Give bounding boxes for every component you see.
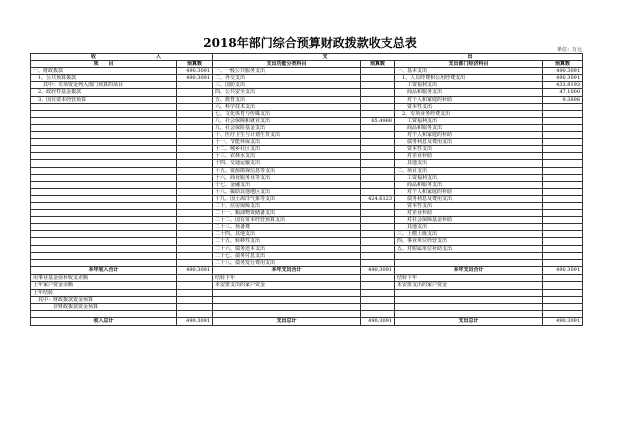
func-value xyxy=(361,153,395,160)
grand-total-income-label: 收入总计 xyxy=(31,317,177,326)
econ-item: 债务利息及费用支出 xyxy=(395,139,543,146)
income-value xyxy=(177,296,213,303)
econ-item: 结转下年 xyxy=(395,275,543,282)
income-value xyxy=(177,160,213,167)
table-row xyxy=(31,210,583,217)
func-item: 十、医疗卫生与计划生育支出 xyxy=(213,132,361,139)
income-item: 上年结转 xyxy=(31,289,177,296)
year-total-row xyxy=(31,266,583,275)
income-value xyxy=(177,245,213,252)
func-value xyxy=(361,202,395,209)
func-value xyxy=(361,245,395,252)
income-value xyxy=(177,224,213,231)
func-item: 结转下年 xyxy=(213,275,361,282)
func-value xyxy=(361,89,395,96)
econ-item xyxy=(395,289,543,296)
econ-item: 三、上缴上级支出 xyxy=(395,231,543,238)
year-total-func-label: 本年支出合计 xyxy=(213,266,361,275)
func-value xyxy=(361,238,395,245)
income-value xyxy=(177,153,213,160)
func-value xyxy=(361,68,395,75)
econ-value xyxy=(543,153,583,160)
func-value xyxy=(361,103,395,110)
page-title: 2018年部门综合预算财政拨款收支总表 xyxy=(203,36,417,50)
income-item xyxy=(31,117,177,124)
econ-item xyxy=(395,310,543,317)
table-row xyxy=(31,160,583,167)
grand-total-func-label: 支出总计 xyxy=(213,317,361,326)
econ-value xyxy=(543,224,583,231)
func-value: 424.6123 xyxy=(361,195,395,202)
func-item: 二十四、其他支出 xyxy=(213,231,361,238)
table-row xyxy=(31,153,583,160)
func-item: 五、教育支出 xyxy=(213,96,361,103)
table-row xyxy=(31,75,583,82)
table-row xyxy=(31,303,583,310)
income-item: 3、国有资本经营预算 xyxy=(31,96,177,103)
income-value xyxy=(177,310,213,317)
table-row xyxy=(31,174,583,181)
econ-value xyxy=(543,238,583,245)
econ-value xyxy=(543,103,583,110)
func-value xyxy=(361,110,395,117)
econ-item xyxy=(395,296,543,303)
table-row xyxy=(31,181,583,188)
table-row xyxy=(31,238,583,245)
income-item xyxy=(31,139,177,146)
econ-value xyxy=(543,282,583,289)
income-item xyxy=(31,181,177,188)
func-item: 二十七、债务付息支出 xyxy=(213,252,361,259)
income-value xyxy=(177,210,213,217)
income-item xyxy=(31,231,177,238)
func-item: 二十一、粮油物资储备支出 xyxy=(213,210,361,217)
econ-item: 四、事业单位经营支出 xyxy=(395,238,543,245)
income-item: 其中：专项资金列入部门预算的项目 xyxy=(31,82,177,89)
table-row xyxy=(31,96,583,103)
income-item xyxy=(31,153,177,160)
income-value xyxy=(177,282,213,289)
func-item: 七、文化体育与传媒支出 xyxy=(213,110,361,117)
econ-value xyxy=(543,259,583,266)
econ-value: 9.3898 xyxy=(543,96,583,103)
func-item xyxy=(213,289,361,296)
func-value xyxy=(361,303,395,310)
income-value xyxy=(177,117,213,124)
econ-item: 对企业补助 xyxy=(395,153,543,160)
income-item: 非财政拨款资金预算 xyxy=(31,303,177,310)
income-value xyxy=(177,252,213,259)
econ-value: 47.1000 xyxy=(543,89,583,96)
income-value xyxy=(177,238,213,245)
econ-value xyxy=(543,210,583,217)
econ-item: 五、对附属单位补助支出 xyxy=(395,245,543,252)
econ-value xyxy=(543,231,583,238)
income-value xyxy=(177,146,213,153)
income-item xyxy=(31,252,177,259)
table-row xyxy=(31,195,583,202)
table-row xyxy=(31,289,583,296)
table-row xyxy=(31,132,583,139)
econ-item: 债务利息及费用支出 xyxy=(395,195,543,202)
func-value xyxy=(361,296,395,303)
func-item: 二十六、债务还本支出 xyxy=(213,245,361,252)
func-value xyxy=(361,275,395,282)
econ-item: 二、项目支出 xyxy=(395,167,543,174)
econ-value xyxy=(543,110,583,117)
econ-value xyxy=(543,117,583,124)
econ-item: 资本性支出 xyxy=(395,103,543,110)
table-row xyxy=(31,224,583,231)
econ-item xyxy=(395,303,543,310)
income-item xyxy=(31,103,177,110)
grand-total-func-value: 490.3091 xyxy=(361,317,395,326)
year-total-income-value: 490.3091 xyxy=(177,266,213,275)
income-value xyxy=(177,259,213,266)
econ-item: 工资福利支出 xyxy=(395,82,543,89)
econ-value xyxy=(543,174,583,181)
econ-value xyxy=(543,296,583,303)
func-item: 十七、金融支出 xyxy=(213,181,361,188)
year-total-econ-value: 490.3091 xyxy=(543,266,583,275)
year-total-func-value: 490.3091 xyxy=(361,266,395,275)
func-item: 十九、国土海洋气象等支出 xyxy=(213,195,361,202)
func-item: 六、科学技术支出 xyxy=(213,103,361,110)
econ-value: 490.3091 xyxy=(543,68,583,75)
func-value xyxy=(361,188,395,195)
income-value xyxy=(177,195,213,202)
econ-value xyxy=(543,139,583,146)
econ-value xyxy=(543,245,583,252)
lower-body xyxy=(31,275,583,318)
income-value xyxy=(177,139,213,146)
income-item: 上年家户资金余额 xyxy=(31,282,177,289)
col-header-budget3: 预算数 xyxy=(543,61,583,68)
income-item xyxy=(31,160,177,167)
func-item: 二十二、国有资本经营预算支出 xyxy=(213,217,361,224)
func-value xyxy=(361,167,395,174)
income-item xyxy=(31,202,177,209)
col-header-econ: 支出部门经济科目 xyxy=(395,61,543,68)
income-value xyxy=(177,82,213,89)
func-item: 十二、城乡社区支出 xyxy=(213,146,361,153)
func-value: 65.4968 xyxy=(361,117,395,124)
col-header-budget: 预算数 xyxy=(177,61,213,68)
table-row xyxy=(31,82,583,89)
func-value xyxy=(361,231,395,238)
func-value xyxy=(361,181,395,188)
econ-value: 433.8193 xyxy=(543,82,583,89)
table-row xyxy=(31,245,583,252)
table-body xyxy=(31,68,583,267)
income-item xyxy=(31,238,177,245)
income-value xyxy=(177,275,213,282)
econ-value xyxy=(543,217,583,224)
income-item: 1、公共预算拨款 xyxy=(31,75,177,82)
table-row xyxy=(31,139,583,146)
econ-item: 资本性支出 xyxy=(395,146,543,153)
func-item: 十五、资源勘探信息等支出 xyxy=(213,167,361,174)
func-value xyxy=(361,217,395,224)
func-value xyxy=(361,174,395,181)
func-value xyxy=(361,259,395,266)
income-item: 用事业基金弥补收支差额 xyxy=(31,275,177,282)
econ-value xyxy=(543,132,583,139)
table-row xyxy=(31,167,583,174)
func-item: 二十八、债务发行费用支出 xyxy=(213,259,361,266)
func-item: 二十、住房保障支出 xyxy=(213,202,361,209)
func-item: 十三、农林水支出 xyxy=(213,153,361,160)
table-row xyxy=(31,110,583,117)
column-header-row xyxy=(31,61,583,68)
table-row xyxy=(31,259,583,266)
income-item: 2、政府性基金拨款 xyxy=(31,89,177,96)
income-item xyxy=(31,259,177,266)
econ-value xyxy=(543,160,583,167)
grand-total-income-value: 490.3091 xyxy=(177,317,213,326)
income-value xyxy=(177,217,213,224)
table-row xyxy=(31,188,583,195)
econ-item: 一、基本支出 xyxy=(395,68,543,75)
grand-total-row xyxy=(31,317,583,326)
income-value xyxy=(177,167,213,174)
func-item: 二、外交支出 xyxy=(213,75,361,82)
income-item xyxy=(31,224,177,231)
econ-value xyxy=(543,167,583,174)
func-item: 三、国防支出 xyxy=(213,82,361,89)
table-row xyxy=(31,146,583,153)
table-row xyxy=(31,68,583,75)
table-row xyxy=(31,89,583,96)
table-row xyxy=(31,310,583,317)
income-value xyxy=(177,202,213,209)
func-value xyxy=(361,82,395,89)
table-row xyxy=(31,231,583,238)
income-value xyxy=(177,103,213,110)
econ-value xyxy=(543,303,583,310)
income-value xyxy=(177,110,213,117)
income-value xyxy=(177,96,213,103)
func-item: 十一、节能环保支出 xyxy=(213,139,361,146)
income-item xyxy=(31,195,177,202)
econ-item: 对社会保障基金补助 xyxy=(395,217,543,224)
col-header-func: 支出功能分类科目 xyxy=(213,61,361,68)
func-value xyxy=(361,96,395,103)
income-item: 其中：财政拨款资金预算 xyxy=(31,296,177,303)
income-item xyxy=(31,174,177,181)
income-item: 一、财政拨款 xyxy=(31,68,177,75)
econ-item: 对个人和家庭的补助 xyxy=(395,188,543,195)
func-value xyxy=(361,132,395,139)
econ-item: 商品和服务支出 xyxy=(395,124,543,131)
func-value xyxy=(361,310,395,317)
income-item xyxy=(31,167,177,174)
econ-value: 490.3091 xyxy=(543,75,583,82)
income-value xyxy=(177,303,213,310)
section-header-row xyxy=(31,54,583,61)
func-value xyxy=(361,289,395,296)
econ-value xyxy=(543,146,583,153)
table-row xyxy=(31,217,583,224)
econ-value xyxy=(543,289,583,296)
income-section-header: 收 入 xyxy=(31,54,213,61)
table-row xyxy=(31,275,583,282)
year-total-income-label: 本年收入合计 xyxy=(31,266,177,275)
year-total-econ-label: 本年支出合计 xyxy=(395,266,543,275)
income-value xyxy=(177,188,213,195)
income-value: 490.3091 xyxy=(177,75,213,82)
econ-item: 2、专项业务经费支出 xyxy=(395,110,543,117)
func-item: 十八、援助其他地区支出 xyxy=(213,188,361,195)
econ-value xyxy=(543,181,583,188)
econ-item: 1、人员经费和公用经费支出 xyxy=(395,75,543,82)
budget-table xyxy=(30,53,583,326)
econ-item: 资本性支出 xyxy=(395,202,543,209)
table-row xyxy=(31,282,583,289)
table-row xyxy=(31,252,583,259)
func-item: 一、一般公共服务支出 xyxy=(213,68,361,75)
col-header-budget2: 预算数 xyxy=(361,61,395,68)
income-item xyxy=(31,245,177,252)
income-item xyxy=(31,124,177,131)
unit-label: 单位：万元 xyxy=(556,47,582,53)
income-item xyxy=(31,310,177,317)
func-item xyxy=(213,296,361,303)
expense-section-header: 支 出 xyxy=(213,54,583,61)
econ-item: 其他支出 xyxy=(395,160,543,167)
func-value xyxy=(361,252,395,259)
income-value xyxy=(177,132,213,139)
func-value xyxy=(361,75,395,82)
income-value xyxy=(177,174,213,181)
func-value xyxy=(361,224,395,231)
econ-item: 其他支出 xyxy=(395,224,543,231)
income-value xyxy=(177,231,213,238)
income-item xyxy=(31,132,177,139)
grand-total-econ-label: 支出总计 xyxy=(395,317,543,326)
func-item: 十四、交通运输支出 xyxy=(213,160,361,167)
econ-item: 对个人和家庭的补助 xyxy=(395,132,543,139)
econ-item: 工资福利支出 xyxy=(395,117,543,124)
table-row xyxy=(31,103,583,110)
func-value xyxy=(361,139,395,146)
econ-item: 对个人和家庭的补助 xyxy=(395,96,543,103)
econ-item: 未安排支出的家户资金 xyxy=(395,282,543,289)
table-row xyxy=(31,124,583,131)
income-item xyxy=(31,210,177,217)
func-item: 二十三、预备费 xyxy=(213,224,361,231)
func-item: 九、社会保险基金支出 xyxy=(213,124,361,131)
econ-value xyxy=(543,124,583,131)
func-item: 四、公共安全支出 xyxy=(213,89,361,96)
econ-item: 商品和服务支出 xyxy=(395,181,543,188)
income-value: 490.3091 xyxy=(177,68,213,75)
income-value xyxy=(177,181,213,188)
income-item xyxy=(31,188,177,195)
income-item xyxy=(31,146,177,153)
table-row xyxy=(31,296,583,303)
econ-value xyxy=(543,252,583,259)
func-value xyxy=(361,124,395,131)
econ-value xyxy=(543,310,583,317)
table-row xyxy=(31,202,583,209)
func-value xyxy=(361,160,395,167)
econ-value xyxy=(543,275,583,282)
func-value xyxy=(361,146,395,153)
income-value xyxy=(177,289,213,296)
func-item: 二十五、转移性支出 xyxy=(213,238,361,245)
income-item xyxy=(31,110,177,117)
econ-value xyxy=(543,188,583,195)
econ-item: 商品和服务支出 xyxy=(395,89,543,96)
econ-item xyxy=(395,252,543,259)
func-item: 未安排支出的家户资金 xyxy=(213,282,361,289)
col-header-item: 项 目 xyxy=(31,61,177,68)
income-item xyxy=(31,217,177,224)
func-item: 十六、商业服务业等支出 xyxy=(213,174,361,181)
grand-total-econ-value: 490.3091 xyxy=(543,317,583,326)
econ-value xyxy=(543,195,583,202)
func-item xyxy=(213,310,361,317)
income-value xyxy=(177,89,213,96)
econ-item: 对企业补助 xyxy=(395,210,543,217)
func-item xyxy=(213,303,361,310)
econ-item xyxy=(395,259,543,266)
econ-value xyxy=(543,202,583,209)
func-value xyxy=(361,210,395,217)
table-row xyxy=(31,117,583,124)
func-value xyxy=(361,282,395,289)
income-value xyxy=(177,124,213,131)
func-item: 八、社会保障和就业支出 xyxy=(213,117,361,124)
econ-item: 工资福利支出 xyxy=(395,174,543,181)
